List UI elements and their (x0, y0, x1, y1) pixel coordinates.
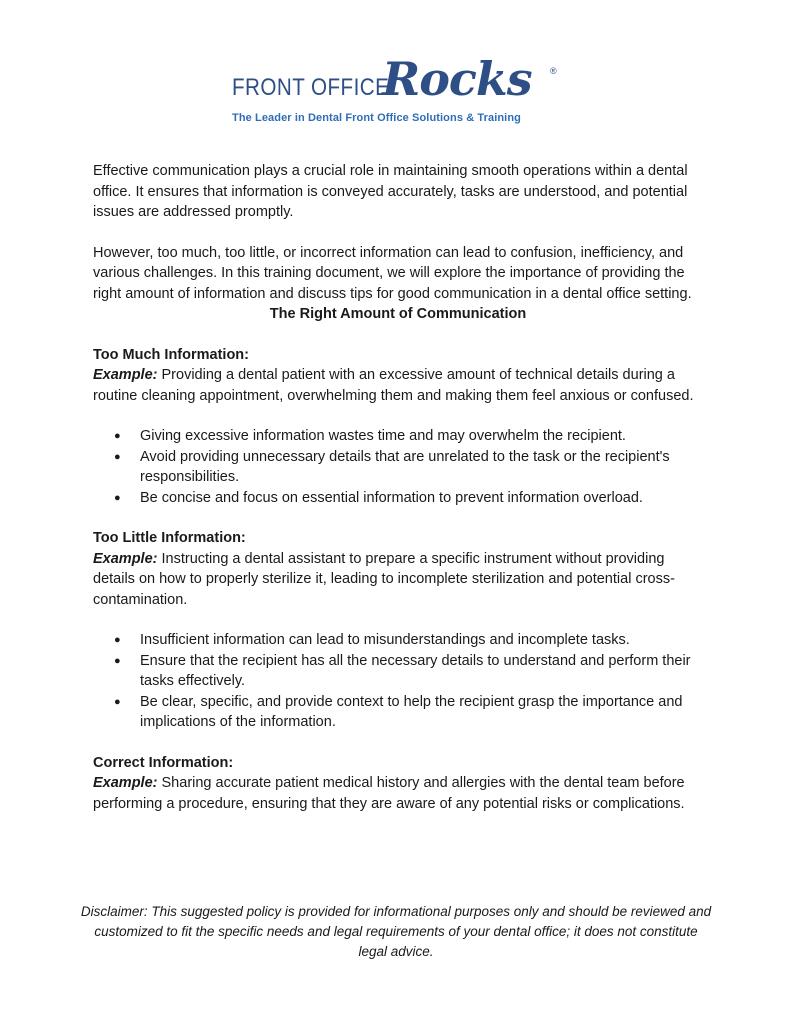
logo-rocks-script: Rocks (382, 52, 532, 106)
example-correct (93, 773, 703, 814)
intro-paragraph-1: Effective communication plays a crucial role in maintaining smooth operations within a dental office. It ensures that information is conveyed accurately, tasks are understood, and potential issues are addressed promptly. (93, 163, 688, 220)
company-logo (232, 52, 562, 128)
list-item: ● Avoid providing unnecessary details that are unrelated to the task or the recipient's responsibilities. (140, 447, 703, 488)
registered-mark: ® (550, 66, 557, 76)
example-label: Example: (93, 550, 158, 567)
logo-tagline: The Leader in Dental Front Office Solutions & Training (232, 112, 521, 124)
list-item: ● Insufficient information can lead to misunderstandings and incomplete tasks. (140, 630, 703, 651)
section-heading-too-little: Too Little Information: (93, 530, 246, 546)
example-label: Example: (93, 775, 158, 791)
list-item: ● Giving excessive information wastes time and may overwhelm the recipient. (140, 426, 703, 447)
example-too-little (93, 549, 703, 611)
disclaimer-text: Disclaimer: This suggested policy is provided for informational purposes only and should be reviewed and customized to fit the specific needs and legal requirements of your dental office; it does not constitute legal advice. (80, 904, 712, 959)
logo-front-office-text: FRONT OFFICE (232, 74, 390, 101)
document-body (93, 161, 703, 814)
example-label: Example: (93, 367, 158, 383)
example-text: Providing a dental patient with an excessive amount of technical details during a routine cleaning appointment, overwhelming them and making them feel anxious or confused. (93, 367, 694, 404)
list-item: ● Ensure that the recipient has all the necessary details to understand and perform their tasks effectively. (140, 651, 703, 692)
bullet-list-too-much (93, 426, 703, 508)
intro-paragraph-2: However, too much, too little, or incorrect information can lead to confusion, inefficiency, and various challenges. In this training document, we will explore the importance of providing the right amount of information and discuss tips for good communication in a dental office setting. (93, 244, 692, 302)
section-heading-correct: Correct Information: (93, 754, 234, 771)
section-heading-too-much: Too Much Information: (93, 346, 249, 363)
example-too-much (93, 365, 703, 406)
example-text: Instructing a dental assistant to prepare a specific instrument without providing details on how to properly sterilize it, leading to incomplete sterilization and potential cross-contamination. (93, 550, 675, 608)
section-title: The Right Amount of Communication (269, 306, 527, 322)
bullet-list-too-little (93, 630, 703, 733)
example-text: Sharing accurate patient medical history and allergies with the dental team before performing a procedure, ensuring that they are aware of any potential risks or complications. (93, 775, 685, 812)
list-item: ● Be clear, specific, and provide context to help the recipient grasp the importance and implications of the information. (140, 692, 703, 733)
list-item: ● Be concise and focus on essential information to prevent information overload. (140, 488, 703, 509)
